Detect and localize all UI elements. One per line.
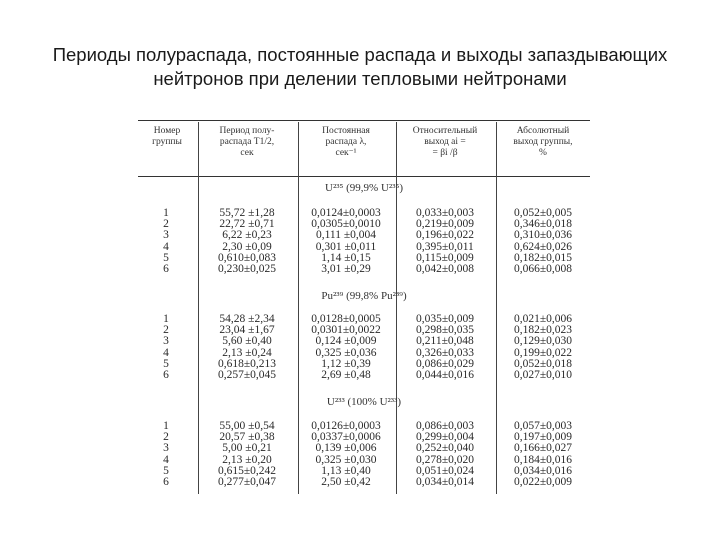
- table-cell: 0,182±0,015: [513, 251, 573, 264]
- table-cell: 0,0301±0,0022: [311, 324, 381, 337]
- table-cell: 0,325 ±0,030: [315, 453, 377, 466]
- table-cell: 54,28 ±2,34: [219, 313, 275, 325]
- table-cell: 55,00 ±0,54: [219, 420, 275, 432]
- table-cell: 0,052±0,005: [513, 207, 573, 219]
- group-number: 2: [163, 218, 169, 231]
- group-number: 4: [163, 240, 169, 253]
- group-number: 3: [163, 229, 169, 242]
- section-title: U²³³ (100% U²³³): [326, 396, 402, 408]
- table-cell: 0,027±0,010: [513, 369, 573, 381]
- group-number: 5: [163, 251, 169, 264]
- column-header: [496, 126, 590, 159]
- column-header-line: Абсолютный: [516, 126, 570, 136]
- table-cell: 0,033±0,003: [415, 207, 475, 219]
- table-cell: 0,182±0,023: [513, 324, 573, 337]
- table-cell: 0,346±0,018: [513, 218, 573, 231]
- column-header-line: выход ai =: [424, 137, 466, 147]
- table-cell: 2,13 ±0,24: [222, 346, 272, 359]
- table-cell: 0,034±0,014: [415, 476, 475, 488]
- table-cell: 0,0124±0,0003: [311, 207, 381, 219]
- table-cell: 0,278±0,020: [415, 453, 475, 466]
- column-header: [138, 126, 196, 148]
- table-cell: 6,22 ±0,23: [222, 229, 272, 242]
- table-cell: 0,052±0,018: [513, 357, 573, 370]
- table-cell: 0,618±0,213: [217, 357, 277, 370]
- group-number: 2: [163, 431, 169, 444]
- table-cell: 2,69 ±0,48: [321, 369, 371, 381]
- table-cell: 0,196±0,022: [415, 229, 475, 242]
- table-cell: 0,0337±0,0006: [311, 431, 381, 444]
- table-cell: 0,035±0,009: [415, 313, 475, 325]
- table-cell: 0,057±0,003: [513, 420, 573, 432]
- column-divider: [396, 122, 397, 494]
- column-header-line: = βi /β: [432, 148, 458, 158]
- table-cell: 0,0305±0,0010: [311, 218, 381, 231]
- table-cell: 3,01 ±0,29: [321, 263, 371, 275]
- table-cell: 0,042±0,008: [415, 263, 475, 275]
- table-cell: 2,50 ±0,42: [321, 476, 371, 488]
- group-number: 6: [163, 369, 169, 381]
- column-header-line: распада T1/2,: [219, 137, 275, 147]
- column-header-line: сек: [240, 148, 254, 158]
- group-number: 1: [163, 420, 169, 432]
- table-cell: 0,257±0,045: [217, 369, 277, 381]
- table-cell: 0,124 ±0,009: [315, 335, 377, 348]
- title-line-2: нейтронов при делении тепловыми нейтронами: [153, 68, 567, 89]
- table-cell: 0,624±0,026: [513, 240, 573, 253]
- group-number: 3: [163, 442, 169, 455]
- table-cell: 0,051±0,024: [415, 464, 475, 477]
- table-cell: 0,0126±0,0003: [311, 420, 381, 432]
- table-cell: 22,72 ±0,71: [219, 218, 275, 231]
- table-cell: 0,252±0,040: [415, 442, 475, 455]
- table-cell: 0,166±0,027: [513, 442, 573, 455]
- table-cell: 2,30 ±0,09: [222, 240, 272, 253]
- table-cell: 0,197±0,009: [513, 431, 573, 444]
- section-title: U²³⁵ (99,9% U²³⁵): [325, 182, 403, 194]
- table-cell: 0,299±0,004: [415, 431, 475, 444]
- group-number: 6: [163, 476, 169, 488]
- table-cell: 0,066±0,008: [513, 263, 573, 275]
- column-header-line: Период полу-: [219, 126, 275, 136]
- group-number: 4: [163, 453, 169, 466]
- column-divider: [298, 122, 299, 494]
- group-number: 4: [163, 346, 169, 359]
- table-cell: 0,115±0,009: [416, 251, 474, 264]
- scanned-table: [138, 118, 590, 498]
- table-cell: 0,325 ±0,036: [315, 346, 377, 359]
- column-header-line: группы: [152, 137, 182, 147]
- table-cell: 0,199±0,022: [513, 346, 573, 359]
- table-cell: 20,57 ±0,38: [219, 431, 275, 444]
- table-cell: 23,04 ±1,67: [219, 324, 275, 337]
- table-cell: 0,086±0,003: [415, 420, 475, 432]
- column-header-line: %: [539, 148, 547, 158]
- section-title: Pu²³⁹ (99,8% Pu²³⁹): [321, 290, 407, 302]
- table-cell: 0,0128±0,0005: [311, 313, 381, 325]
- column-header: [298, 126, 394, 159]
- column-header: [198, 126, 296, 159]
- group-number: 1: [163, 207, 169, 219]
- group-number: 2: [163, 324, 169, 337]
- group-number: 5: [163, 357, 169, 370]
- column-header-line: сек⁻¹: [335, 148, 357, 158]
- column-header-line: Относительный: [412, 126, 478, 136]
- group-number: 3: [163, 335, 169, 348]
- table-cell: 0,298±0,035: [415, 324, 475, 337]
- group-number: 1: [163, 313, 169, 325]
- group-number: 6: [163, 263, 169, 275]
- table-cell: 2,13 ±0,20: [222, 453, 272, 466]
- table-cell: 0,034±0,016: [513, 464, 573, 477]
- table-cell: 0,184±0,016: [513, 453, 573, 466]
- table-cell: 0,111 ±0,004: [315, 229, 377, 242]
- table-cell: 0,230±0,025: [217, 263, 277, 275]
- table-cell: 0,044±0,016: [415, 369, 475, 381]
- table-cell: 1,13 ±0,40: [321, 464, 371, 477]
- table-cell: 5,00 ±0,21: [222, 442, 272, 455]
- table-cell: 0,021±0,006: [513, 313, 573, 325]
- title-line-1: Периоды полураспада, постоянные распада и выходы запаздывающих: [52, 44, 668, 65]
- table-cell: 55,72 ±1,28: [219, 207, 275, 219]
- column-divider: [496, 122, 497, 494]
- table-cell: 0,129±0,030: [513, 335, 573, 348]
- table-cell: 0,395±0,011: [416, 240, 474, 253]
- table-cell: 0,086±0,029: [415, 357, 475, 370]
- table-cell: 0,219±0,009: [415, 218, 475, 231]
- table-header-rule: [138, 176, 590, 177]
- table-cell: 0,615±0,242: [217, 464, 277, 477]
- table-cell: 0,610±0,083: [217, 251, 277, 264]
- column-divider: [198, 122, 199, 494]
- table-top-rule: [138, 120, 590, 121]
- table-cell: 0,277±0,047: [217, 476, 277, 488]
- slide-title: [20, 43, 700, 91]
- table-cell: 0,139 ±0,006: [315, 442, 377, 455]
- group-number: 5: [163, 464, 169, 477]
- column-header-line: Постоянная: [322, 126, 370, 136]
- table-cell: 5,60 ±0,40: [222, 335, 272, 348]
- table-cell: 0,022±0,009: [513, 476, 573, 488]
- table-cell: 0,211±0,048: [416, 335, 474, 348]
- column-header-line: выход группы,: [513, 137, 573, 147]
- table-cell: 1,14 ±0,15: [321, 251, 371, 264]
- column-header-line: Номер: [153, 126, 181, 136]
- table-cell: 0,310±0,036: [513, 229, 573, 242]
- table-cell: 0,326±0,033: [415, 346, 475, 359]
- table-cell: 0,301 ±0,011: [315, 240, 377, 253]
- column-header-line: распада λ,: [325, 137, 367, 147]
- column-header: [396, 126, 494, 159]
- table-cell: 1,12 ±0,39: [321, 357, 371, 370]
